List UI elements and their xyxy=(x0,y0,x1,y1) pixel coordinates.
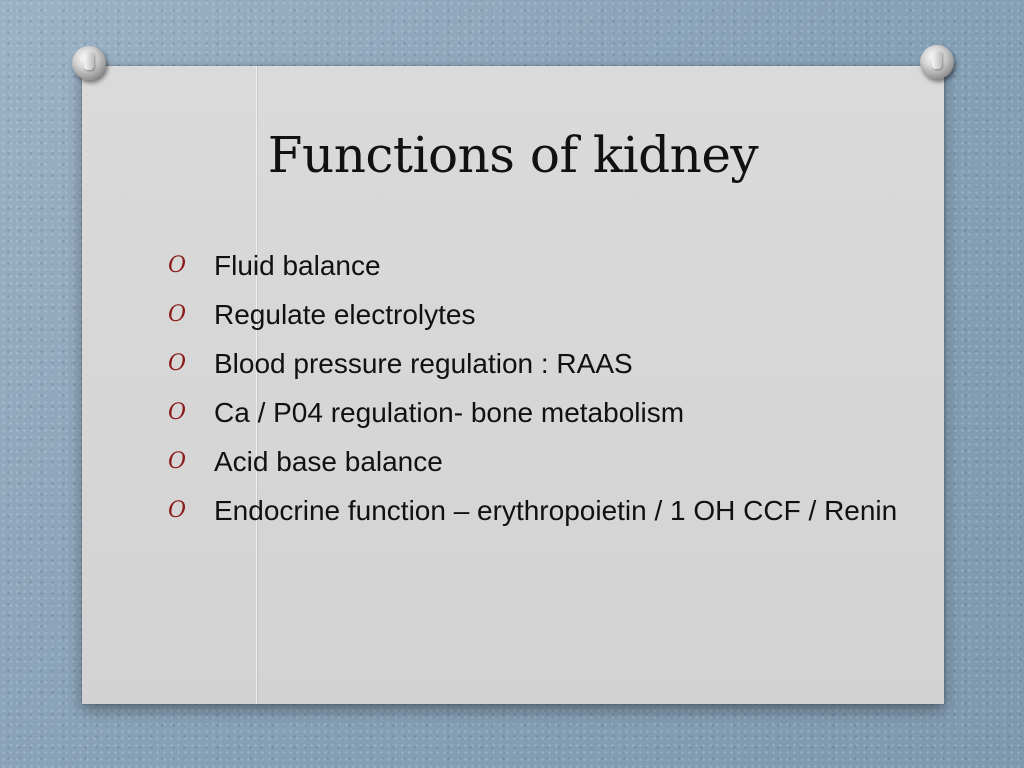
list-item xyxy=(168,295,908,335)
bullet-marker-icon: O xyxy=(168,498,187,523)
push-pin-icon xyxy=(72,46,106,80)
bullet-marker-icon: O xyxy=(168,400,187,425)
bullet-marker-icon: O xyxy=(168,253,187,278)
bullet-marker-icon: O xyxy=(168,351,187,376)
bullet-text: Ca / P04 regulation- bone metabolism xyxy=(214,397,685,428)
list-item xyxy=(168,442,908,482)
list-item xyxy=(168,344,908,384)
bullet-text: Endocrine function – erythropoietin / 1 OH CCF / Renin xyxy=(214,495,898,526)
list-item xyxy=(168,491,908,531)
slide-title: Functions of kidney xyxy=(267,126,759,184)
bullet-marker-icon: O xyxy=(168,302,187,327)
bullet-text: Fluid balance xyxy=(214,250,381,281)
bullet-text: Acid base balance xyxy=(214,446,443,477)
bullet-list xyxy=(168,246,908,540)
bullet-marker-icon: O xyxy=(168,449,187,474)
list-item xyxy=(168,246,908,286)
push-pin-icon xyxy=(920,45,954,79)
bullet-text: Blood pressure regulation : RAAS xyxy=(214,348,633,379)
list-item xyxy=(168,393,908,433)
bullet-text: Regulate electrolytes xyxy=(214,299,476,330)
